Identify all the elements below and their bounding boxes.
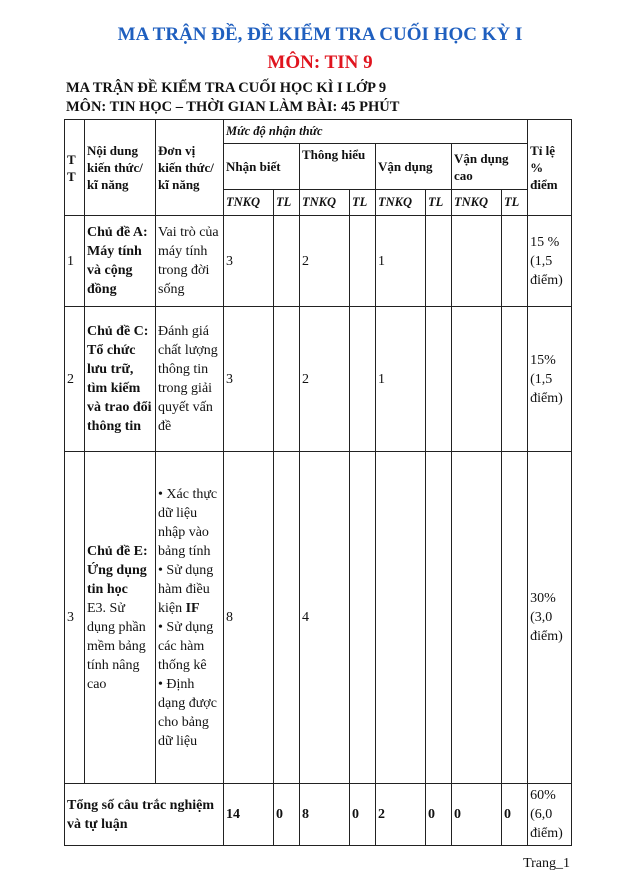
cell-nb-tnkq: 3 (224, 307, 274, 452)
cell-vd-tl (426, 452, 452, 784)
row-ratio: 30% (3,0 điểm) (528, 452, 572, 784)
cell-vd-tnkq (376, 452, 426, 784)
cell-vdc-tnkq (452, 216, 502, 307)
total-vdc-tnkq: 0 (452, 784, 502, 846)
row-number: 1 (65, 216, 85, 307)
row-ratio: 15% (1,5 điểm) (528, 307, 572, 452)
cell-th-tnkq: 2 (300, 216, 350, 307)
subheader-cell: TL (502, 190, 528, 216)
cell-vd-tl (426, 307, 452, 452)
unit-item: • Định dạng được cho bảng dữ liệu (158, 676, 217, 749)
col-header-tt: T T (65, 120, 85, 216)
col-header-ratio: Tỉ lệ % điểm (528, 120, 572, 216)
cell-vdc-tnkq (452, 307, 502, 452)
matrix-heading: MA TRẬN ĐỀ KIỂM TRA CUỐI HỌC KÌ I LỚP 9 (66, 80, 387, 96)
col-header-unit: Đơn vị kiến thức/ kĩ năng (156, 120, 224, 216)
subject-title: MÔN: TIN 9 (267, 52, 373, 73)
table-row (65, 307, 572, 452)
subheader-cell: TL (350, 190, 376, 216)
subject-time-heading: MÔN: TIN HỌC – THỜI GIAN LÀM BÀI: 45 PHÚT (66, 99, 400, 115)
cell-th-tl (350, 452, 376, 784)
table-row (65, 452, 572, 784)
unit-item: • Sử dụng các hàm thống kê (158, 619, 214, 673)
total-nb-tnkq: 14 (224, 784, 274, 846)
subheader-cell: TNKQ (300, 190, 350, 216)
col-header-content: Nội dung kiến thức/ kĩ năng (85, 120, 156, 216)
document-title: MA TRẬN ĐỀ, ĐỀ KIỂM TRA CUỐI HỌC KỲ I (117, 24, 523, 45)
total-label: Tổng số câu trắc nghiệm và tự luận (65, 784, 224, 846)
total-ratio: 60% (6,0 điểm) (528, 784, 572, 846)
level-nhan-biet: Nhận biết (224, 144, 300, 190)
row-topic-extra: E3. Sử dụng phần mềm bảng tính nâng cao (87, 600, 146, 692)
subheader-cell: TL (426, 190, 452, 216)
row-topic: Chủ đề C: Tổ chức lưu trữ, tìm kiếm và trao đổi thông tin (85, 307, 156, 452)
col-header-level-group: Mức độ nhận thức (224, 120, 528, 144)
subheader-cell: TL (274, 190, 300, 216)
level-van-dung: Vận dụng (376, 144, 452, 190)
cell-th-tl (350, 216, 376, 307)
unit-bold-word: IF (185, 600, 200, 616)
header-row (65, 120, 572, 144)
row-unit-cell (156, 452, 224, 784)
row-number: 2 (65, 307, 85, 452)
total-th-tnkq: 8 (300, 784, 350, 846)
row-topic: Chủ đề E: Ứng dụng tin học (87, 543, 148, 597)
row-ratio: 15 % (1,5 điểm) (528, 216, 572, 307)
total-nb-tl: 0 (274, 784, 300, 846)
cell-nb-tnkq: 3 (224, 216, 274, 307)
total-vdc-tl: 0 (502, 784, 528, 846)
row-topic-cell (85, 452, 156, 784)
total-vd-tl: 0 (426, 784, 452, 846)
total-vd-tnkq: 2 (376, 784, 426, 846)
unit-item: • Xác thực dữ liệu nhập vào bảng tính (158, 486, 218, 559)
cell-vdc-tnkq (452, 452, 502, 784)
subheader-cell: TNKQ (224, 190, 274, 216)
cell-vdc-tl (502, 452, 528, 784)
cell-th-tnkq: 4 (300, 452, 350, 784)
cell-nb-tl (274, 216, 300, 307)
subheader-cell: TNKQ (376, 190, 426, 216)
cell-th-tl (350, 307, 376, 452)
row-unit: Vai trò của máy tính trong đời sống (156, 216, 224, 307)
row-number: 3 (65, 452, 85, 784)
cell-vd-tl (426, 216, 452, 307)
page-number: Trang_1 (523, 856, 570, 871)
cell-th-tnkq: 2 (300, 307, 350, 452)
exam-matrix-table (64, 119, 572, 846)
cell-nb-tl (274, 452, 300, 784)
total-row (65, 784, 572, 846)
cell-vd-tnkq: 1 (376, 307, 426, 452)
level-thong-hieu: Thông hiểu (300, 144, 376, 190)
row-topic: Chủ đề A: Máy tính và cộng đồng (85, 216, 156, 307)
cell-nb-tnkq: 8 (224, 452, 274, 784)
cell-vdc-tl (502, 307, 528, 452)
cell-vd-tnkq: 1 (376, 216, 426, 307)
cell-vdc-tl (502, 216, 528, 307)
total-th-tl: 0 (350, 784, 376, 846)
level-van-dung-cao: Vận dụng cao (452, 144, 528, 190)
cell-nb-tl (274, 307, 300, 452)
table-row (65, 216, 572, 307)
unit-item: • Sử dụng hàm điều kiện IF (158, 562, 214, 616)
row-unit: Đánh giá chất lượng thông tin trong giải quyết vấn đề (156, 307, 224, 452)
subheader-cell: TNKQ (452, 190, 502, 216)
